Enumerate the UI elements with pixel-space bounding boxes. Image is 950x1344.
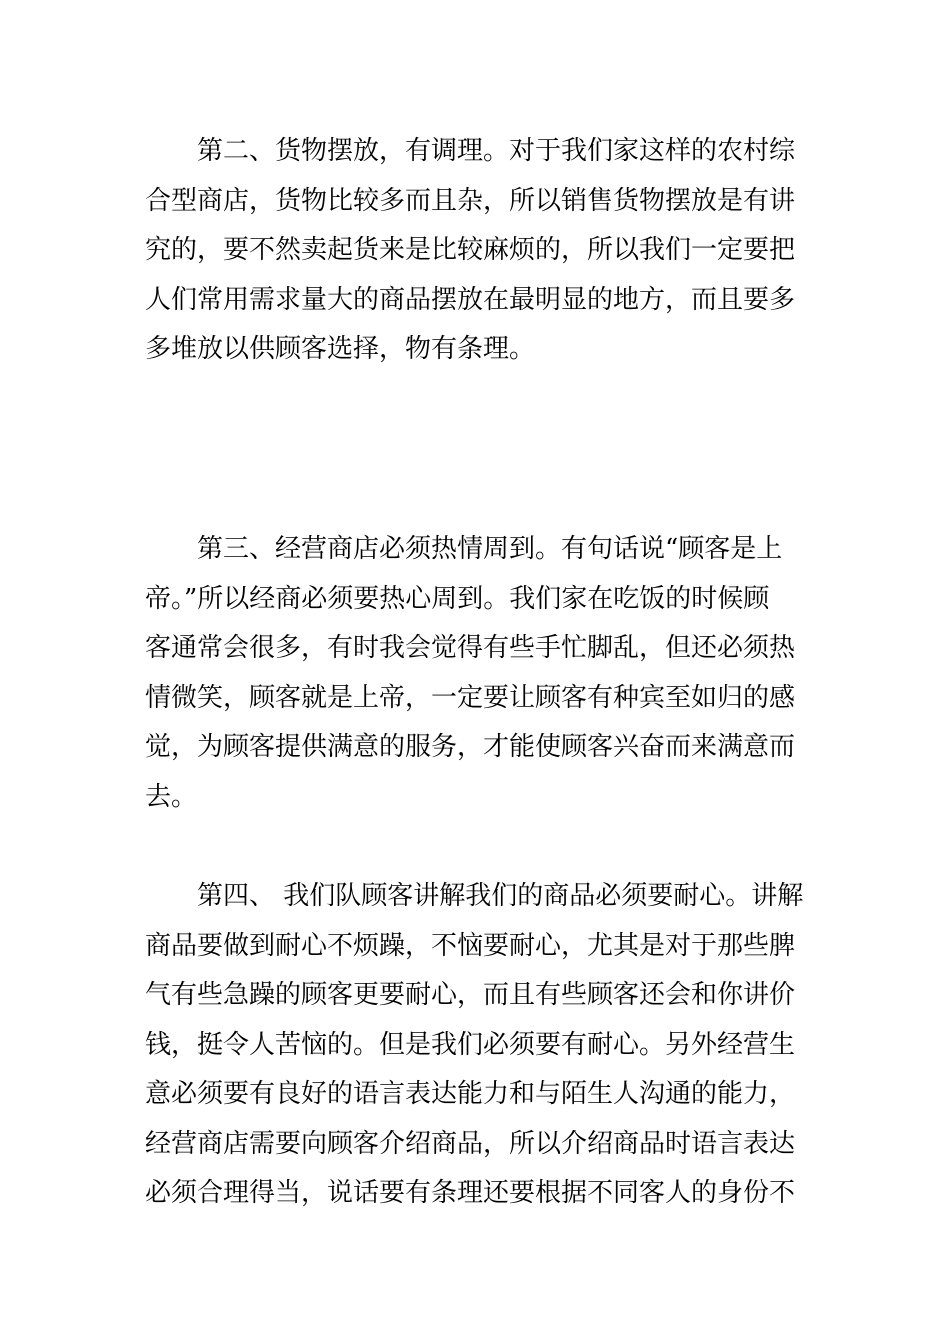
paragraph-line: 情微笑，顾客就是上帝，一定要让顾客有种宾至如归的感 (145, 682, 796, 713)
paragraph-line: 人们常用需求量大的商品摆放在最明显的地方，而且要多 (145, 284, 796, 315)
paragraph-line: 多堆放以供顾客选择，物有条理。 (145, 334, 536, 364)
paragraph-line: 客通常会很多，有时我会觉得有些手忙脚乱，但还必须热 (145, 633, 796, 663)
paragraph-line: 商品要做到耐心不烦躁，不恼要耐心，尤其是对于那些脾 (145, 930, 796, 961)
paragraph-line: 觉，为顾客提供满意的服务，才能使顾客兴奋而来满意而 (145, 732, 796, 762)
paragraph-enthusiastic-service (145, 525, 805, 822)
paragraph-line: 钱，挺令人苦恼的。但是我们必须要有耐心。另外经营生 (145, 1029, 796, 1060)
paragraph-line: 第二、货物摆放，有调理。对于我们家这样的农村综 (197, 136, 796, 166)
paragraph-line: 去。 (145, 781, 198, 812)
paragraph-line: 帝。”所以经商必须要热心周到。我们家在吃饭的时候顾 (145, 583, 770, 614)
paragraph-line: 经营商店需要向顾客介绍商品，所以介绍商品时语言表达 (145, 1128, 796, 1159)
paragraph-line: 必须合理得当，说话要有条理还要根据不同客人的身份不 (145, 1178, 796, 1208)
paragraph-line: 气有些急躁的顾客更要耐心，而且有些顾客还会和你讲价 (145, 980, 796, 1010)
paragraph-patience (145, 872, 805, 1219)
paragraph-line: 第四、 我们队顾客讲解我们的商品必须要耐心。讲解 (197, 881, 804, 911)
paragraph-goods-arrangement (145, 127, 805, 375)
paragraph-line: 合型商店，货物比较多而且杂，所以销售货物摆放是有讲 (145, 185, 796, 216)
paragraph-line: 第三、经营商店必须热情周到。有句话说“顾客是上 (197, 534, 783, 564)
paragraph-line: 意必须要有良好的语言表达能力和与陌生人沟通的能力， (145, 1079, 796, 1109)
paragraph-line: 究的，要不然卖起货来是比较麻烦的，所以我们一定要把 (145, 235, 796, 265)
